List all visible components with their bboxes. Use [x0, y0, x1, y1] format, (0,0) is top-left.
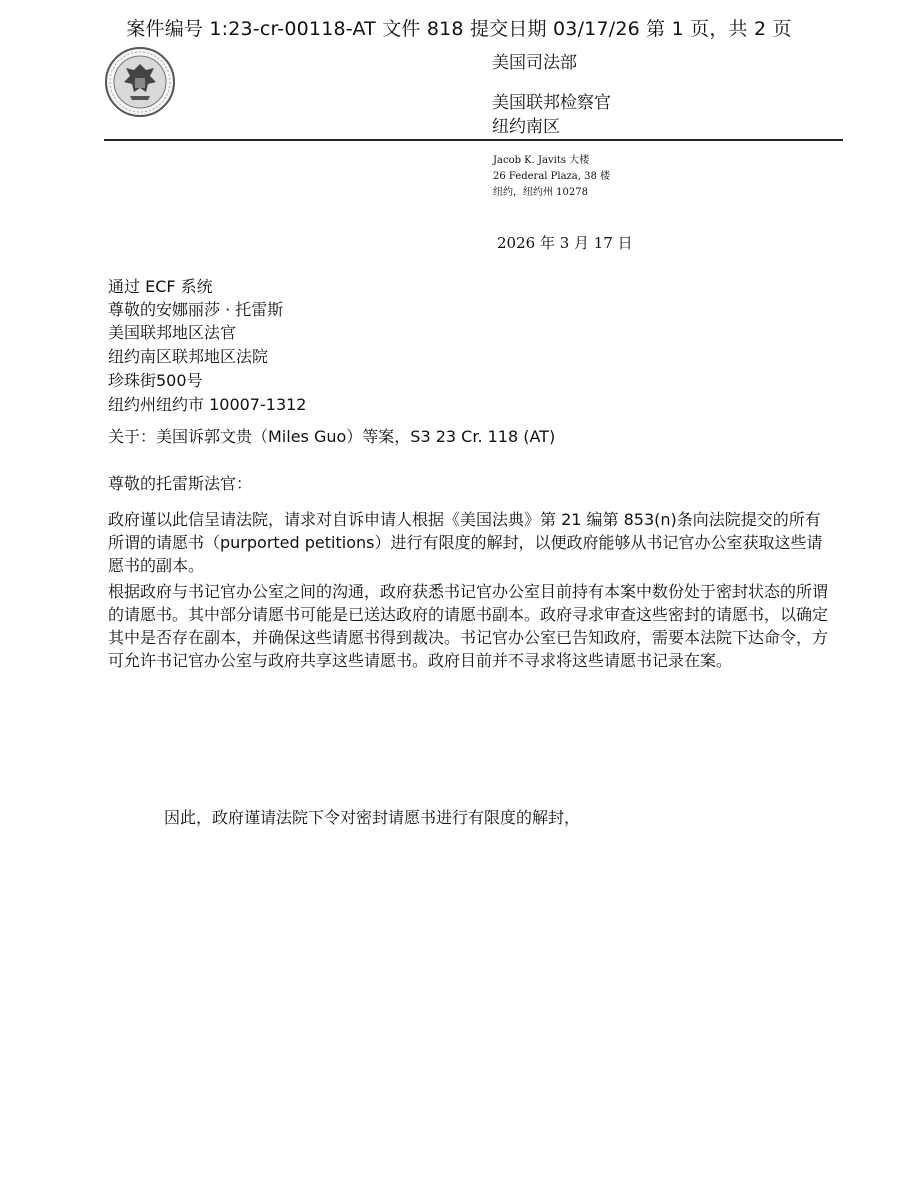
- doj-seal-icon: [104, 46, 176, 118]
- department-name: 美国司法部: [492, 53, 577, 73]
- letterhead-divider: [104, 139, 843, 141]
- office-district: 纽约南区: [492, 117, 560, 137]
- letter-date: 2026 年 3 月 17 日: [497, 234, 633, 252]
- office-name: 美国联邦检察官: [492, 93, 611, 113]
- body-paragraph-3: 因此，政府谨请法院下令对密封请愿书进行有限度的解封，: [164, 808, 581, 827]
- recipient-court: 纽约南区联邦地区法院: [108, 347, 269, 366]
- address-city: 纽约，纽约州 10278: [493, 187, 588, 198]
- recipient-name: 尊敬的安娜丽莎 · 托雷斯: [108, 300, 284, 319]
- court-filing-stamp: 案件编号 1:23-cr-00118-AT 文件 818 提交日期 03/17/26 第 1 页，共 2 页: [126, 18, 792, 40]
- subject-line: 关于：美国诉郭文贵（Miles Guo）等案，S3 23 Cr. 118 (AT): [108, 427, 556, 446]
- delivery-method: 通过 ECF 系统: [108, 277, 213, 296]
- address-building: Jacob K. Javits 大楼: [493, 155, 590, 166]
- greeting: 尊敬的托雷斯法官：: [108, 474, 253, 493]
- body-paragraph-2: 根据政府与书记官办公室之间的沟通，政府获悉书记官办公室目前持有本案中数份处于密封状态的所谓的请愿书。其中部分请愿书可能是已送达政府的请愿书副本。政府寻求审查这些密封的请愿书，以确定其中是否存在副本，并确保这些请愿书得到裁决。书记官办公室已告知政府，需要本法院下达命令，方可允许书记官办公室与政府共享这些请愿书。政府目前并不寻求将这些请愿书记录在案。: [108, 582, 829, 670]
- address-street: 26 Federal Plaza, 38 楼: [493, 171, 611, 182]
- recipient-title: 美国联邦地区法官: [108, 323, 237, 342]
- recipient-city: 纽约州纽约市 10007-1312: [108, 395, 307, 414]
- body-paragraph-1: 政府谨以此信呈请法院，请求对自诉申请人根据《美国法典》第 21 编第 853(n)条向法院提交的所有所谓的请愿书（purported petitions）进行有限度的解封，以便政府能够从书记官办公室获取这些请愿书的副本。: [108, 510, 823, 575]
- recipient-street: 珍珠街500号: [108, 371, 203, 390]
